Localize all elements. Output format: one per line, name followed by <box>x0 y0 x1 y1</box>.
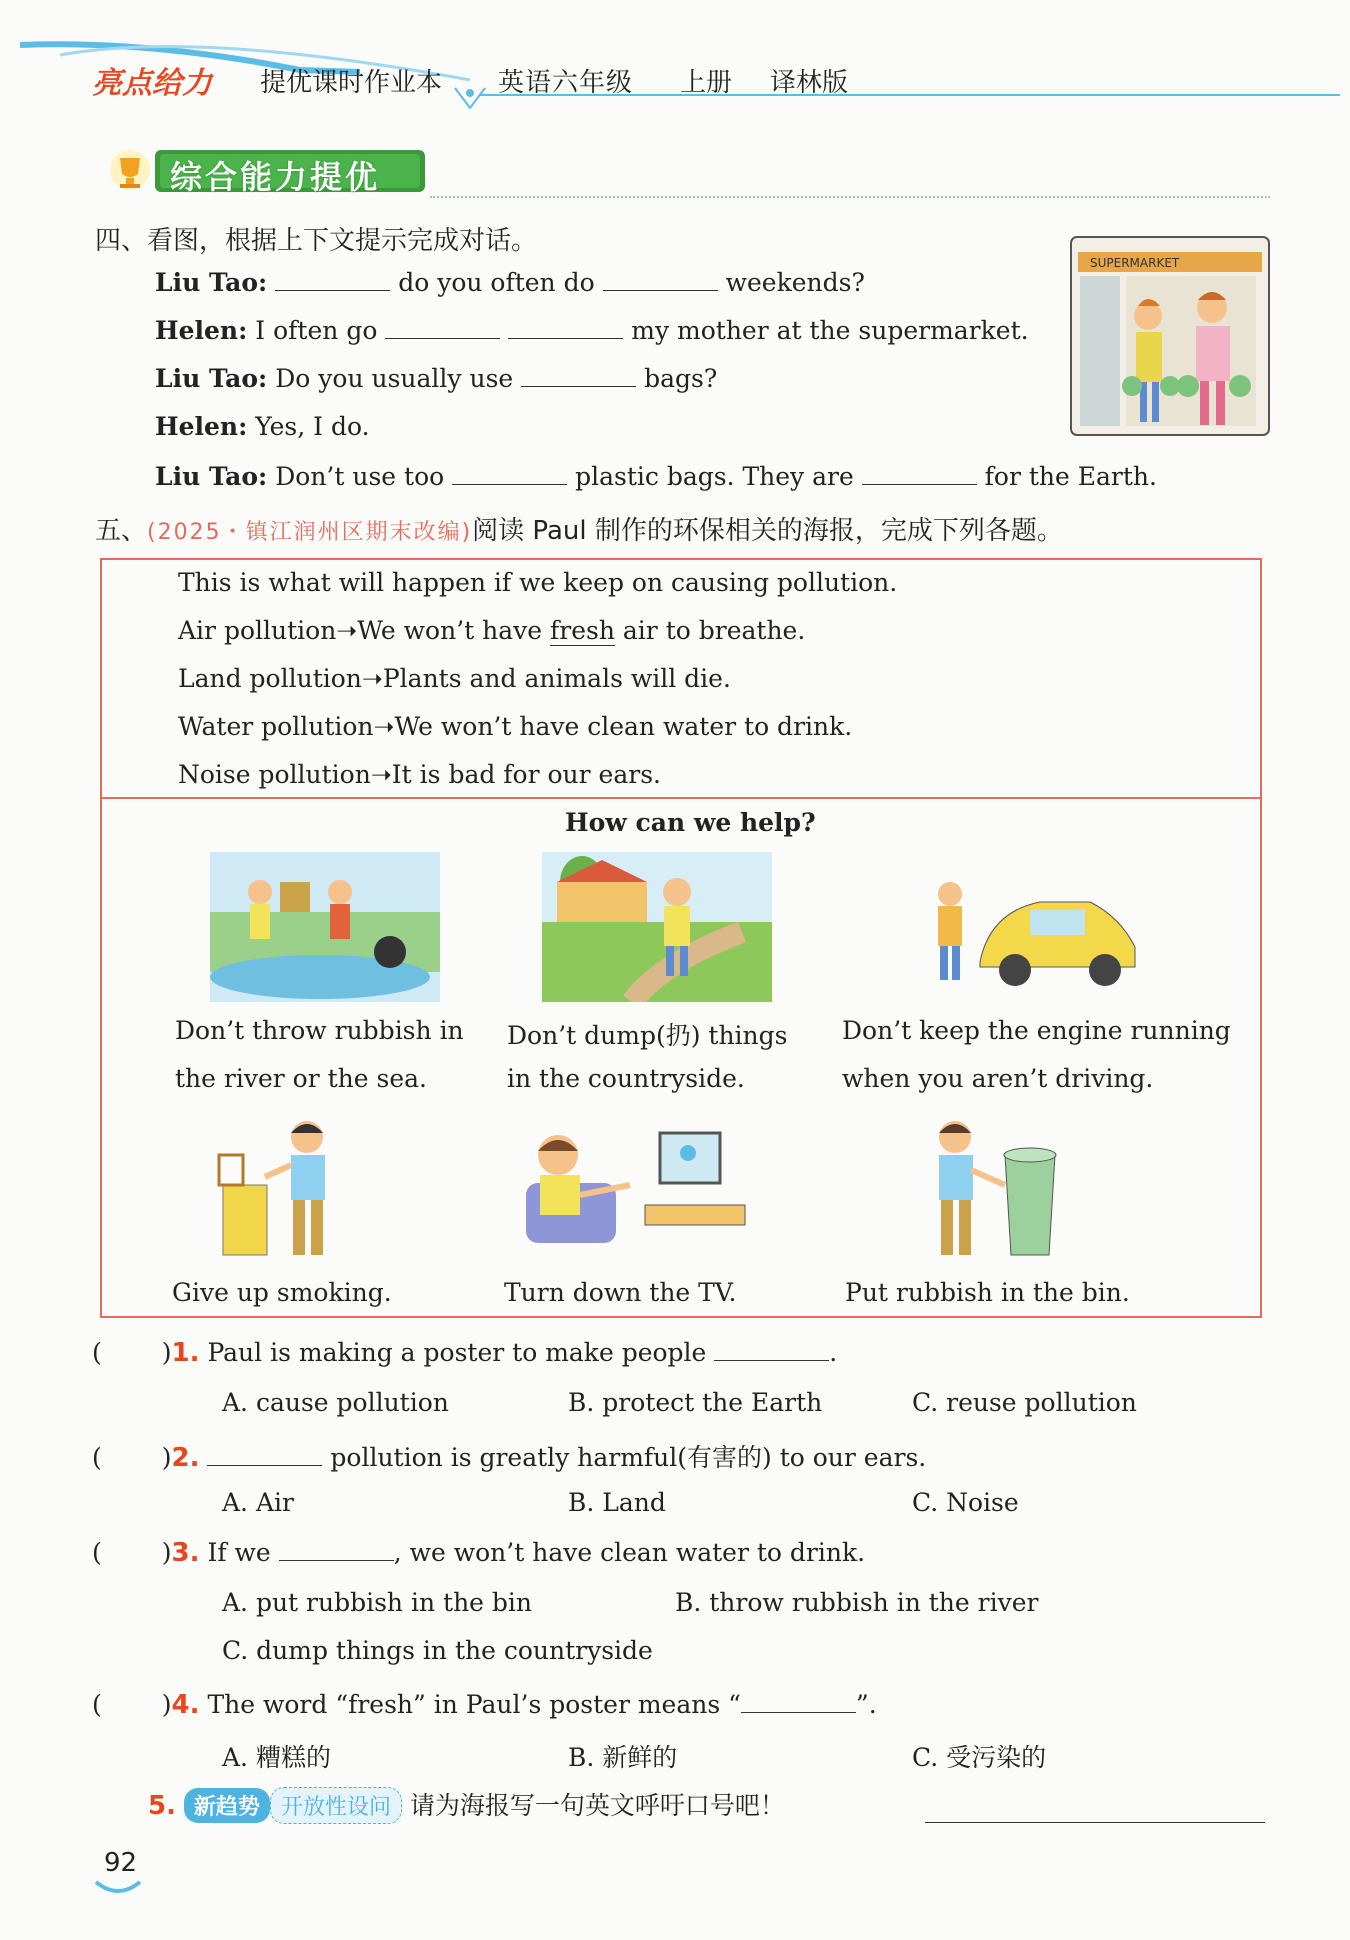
answer-bracket-close: ) <box>161 1538 172 1567</box>
answer-blank[interactable] <box>385 318 500 339</box>
question-5 <box>148 1786 785 1824</box>
question-number: 2. <box>171 1443 200 1473</box>
dialog-text: Do you usually use <box>275 364 514 393</box>
answer-blank[interactable] <box>741 1692 856 1713</box>
answer-bracket-open: ( <box>92 1443 102 1472</box>
effect-row <box>178 712 852 741</box>
dialog-line-2 <box>155 316 1029 345</box>
page-number: 92 <box>104 1848 138 1878</box>
tip-4: Give up smoking. <box>172 1278 392 1307</box>
effect-text: We won’t have clean water to drink. <box>394 712 853 741</box>
new-trend-tag: 新趋势 <box>184 1788 270 1823</box>
arrow-icon: ➝ <box>361 664 383 693</box>
tv-illustration <box>520 1125 750 1265</box>
q3-option-c[interactable]: C. dump things in the countryside <box>222 1636 653 1665</box>
q1-option-c[interactable]: C. reuse pollution <box>912 1388 1137 1417</box>
question-text: If we <box>207 1538 271 1567</box>
effect-text: We won’t have <box>357 616 551 645</box>
q2-option-c[interactable]: C. Noise <box>912 1488 1019 1517</box>
tip-2-line1: Don’t dump(扔) things <box>507 1021 788 1050</box>
arrow-icon: ➝ <box>336 616 358 645</box>
tip-6: Put rubbish in the bin. <box>845 1278 1130 1307</box>
q4-option-b[interactable]: B. 新鲜的 <box>568 1743 678 1772</box>
effect-row <box>178 664 731 693</box>
answer-bracket-open: ( <box>92 1338 102 1367</box>
river-cleanup-illustration <box>210 852 440 1002</box>
help-title: How can we help? <box>565 808 816 837</box>
section-banner <box>100 148 430 194</box>
speaker: Liu Tao: <box>155 462 268 491</box>
answer-bracket-close: ) <box>161 1690 172 1719</box>
dialog-text: do you often do <box>398 268 595 297</box>
question-number: 4. <box>171 1690 200 1720</box>
dialog-line-1 <box>155 268 865 297</box>
tip-1-line1: Don’t throw rubbish in <box>175 1016 464 1045</box>
answer-blank[interactable] <box>207 1445 322 1466</box>
effect-row <box>178 760 661 789</box>
question-number: 1. <box>171 1338 200 1368</box>
q1-option-a[interactable]: A. cause pollution <box>222 1388 449 1417</box>
question-1 <box>92 1338 837 1368</box>
question-text: ”. <box>855 1690 877 1719</box>
dialog-text: for the Earth. <box>984 462 1157 491</box>
q3-option-b[interactable]: B. throw rubbish in the river <box>675 1588 1039 1617</box>
tip-1-line2: the river or the sea. <box>175 1064 427 1093</box>
header-subtitle: 提优课时作业本 <box>260 68 443 98</box>
effect-cause: Air pollution <box>178 616 337 645</box>
effect-text: Plants and animals will die. <box>382 664 731 693</box>
dialog-text: weekends? <box>725 268 865 297</box>
underlined-word: fresh <box>550 616 615 645</box>
dialog-text: bags? <box>644 364 718 393</box>
q4-option-a[interactable]: A. 糟糕的 <box>222 1743 331 1772</box>
question-text: , we won’t have clean water to drink. <box>393 1538 866 1567</box>
answer-slot[interactable] <box>102 1693 162 1713</box>
dialog-line-4 <box>155 412 370 441</box>
countryside-illustration <box>542 852 772 1002</box>
answer-bracket-open: ( <box>92 1690 102 1719</box>
brand-title: 亮点给力 <box>92 66 212 101</box>
q2-option-b[interactable]: B. Land <box>568 1488 666 1517</box>
arrow-icon: ➝ <box>373 712 395 741</box>
effect-row <box>178 616 805 645</box>
question-text: The word “fresh” in Paul’s poster means “ <box>207 1690 741 1719</box>
question-text: . <box>829 1338 838 1367</box>
poster-divider <box>100 797 1260 799</box>
speaker: Helen: <box>155 316 248 345</box>
effect-cause: Water pollution <box>178 712 374 741</box>
tip-2-line2: in the countryside. <box>507 1064 745 1093</box>
answer-blank[interactable] <box>714 1340 829 1361</box>
dialog-line-3 <box>155 364 717 393</box>
open-question-tag: 开放性设问 <box>270 1787 402 1824</box>
effect-cause: Noise pollution <box>178 760 371 789</box>
header-grade: 英语六年级 <box>498 68 634 98</box>
answer-bracket-open: ( <box>92 1538 102 1567</box>
question-text: Paul is making a poster to make people <box>207 1338 707 1367</box>
q4-option-c[interactable]: C. 受污染的 <box>912 1743 1047 1772</box>
answer-blank[interactable] <box>275 270 390 291</box>
car-engine-illustration <box>920 872 1150 1002</box>
answer-blank[interactable] <box>279 1540 394 1561</box>
divider <box>430 196 1270 198</box>
part4-heading: 四、看图，根据上下文提示完成对话。 <box>95 226 538 256</box>
dialog-text: Yes, I do. <box>255 412 370 441</box>
effect-text: air to breathe. <box>614 616 806 645</box>
question-source: (2025・镇江润州区期末改编) <box>147 520 473 545</box>
supermarket-illustration <box>1070 236 1270 436</box>
answer-bracket-close: ) <box>161 1443 172 1472</box>
answer-slot[interactable] <box>102 1446 162 1466</box>
part5-prefix: 五、 <box>95 516 148 546</box>
answer-blank[interactable] <box>862 464 977 485</box>
answer-bracket-close: ) <box>161 1338 172 1367</box>
tip-3-line1: Don’t keep the engine running <box>842 1016 1231 1045</box>
answer-blank[interactable] <box>452 464 567 485</box>
answer-blank[interactable] <box>521 366 636 387</box>
answer-blank[interactable] <box>508 318 623 339</box>
q3-option-a[interactable]: A. put rubbish in the bin <box>222 1588 533 1617</box>
dialog-text: Don’t use too <box>275 462 445 491</box>
speaker: Liu Tao: <box>155 268 268 297</box>
dialog-line-5 <box>155 462 1157 491</box>
q1-option-b[interactable]: B. protect the Earth <box>568 1388 823 1417</box>
dialog-text: my mother at the supermarket. <box>631 316 1029 345</box>
part5-instruction: 阅读 Paul 制作的环保相关的海报，完成下列各题。 <box>472 516 1063 546</box>
question-number: 5. <box>148 1791 176 1821</box>
poster-intro: This is what will happen if we keep on causing pollution. <box>178 568 898 597</box>
arrow-icon: ➝ <box>370 760 392 789</box>
question-3 <box>92 1538 865 1568</box>
part5-heading <box>95 510 1063 547</box>
slogan-answer-line[interactable] <box>925 1822 1265 1823</box>
supermarket-sign: SUPERMARKET <box>1090 256 1180 270</box>
answer-blank[interactable] <box>603 270 718 291</box>
smoking-illustration <box>215 1115 365 1265</box>
tip-5: Turn down the TV. <box>504 1278 737 1307</box>
answer-slot[interactable] <box>102 1341 162 1361</box>
section-title: 综合能力提优 <box>170 158 381 196</box>
answer-slot[interactable] <box>102 1541 162 1561</box>
question-number: 3. <box>171 1538 200 1568</box>
header-version: 译林版 <box>770 68 849 98</box>
page-header <box>0 0 1350 120</box>
dialog-text: plastic bags. They are <box>575 462 854 491</box>
question-text: 请为海报写一句英文呼吁口号吧！ <box>409 1791 785 1820</box>
tip-3-line2: when you aren’t driving. <box>842 1064 1154 1093</box>
speaker: Helen: <box>155 412 248 441</box>
question-4 <box>92 1690 877 1720</box>
bin-illustration <box>915 1115 1065 1265</box>
effect-text: It is bad for our ears. <box>391 760 661 789</box>
header-volume: 上册 <box>680 68 733 98</box>
effect-cause: Land pollution <box>178 664 362 693</box>
dialog-text: I often go <box>255 316 378 345</box>
question-2 <box>92 1438 926 1474</box>
q2-option-a[interactable]: A. Air <box>222 1488 294 1517</box>
speaker: Liu Tao: <box>155 364 268 393</box>
question-text: pollution is greatly harmful(有害的) to our ears. <box>330 1443 927 1472</box>
